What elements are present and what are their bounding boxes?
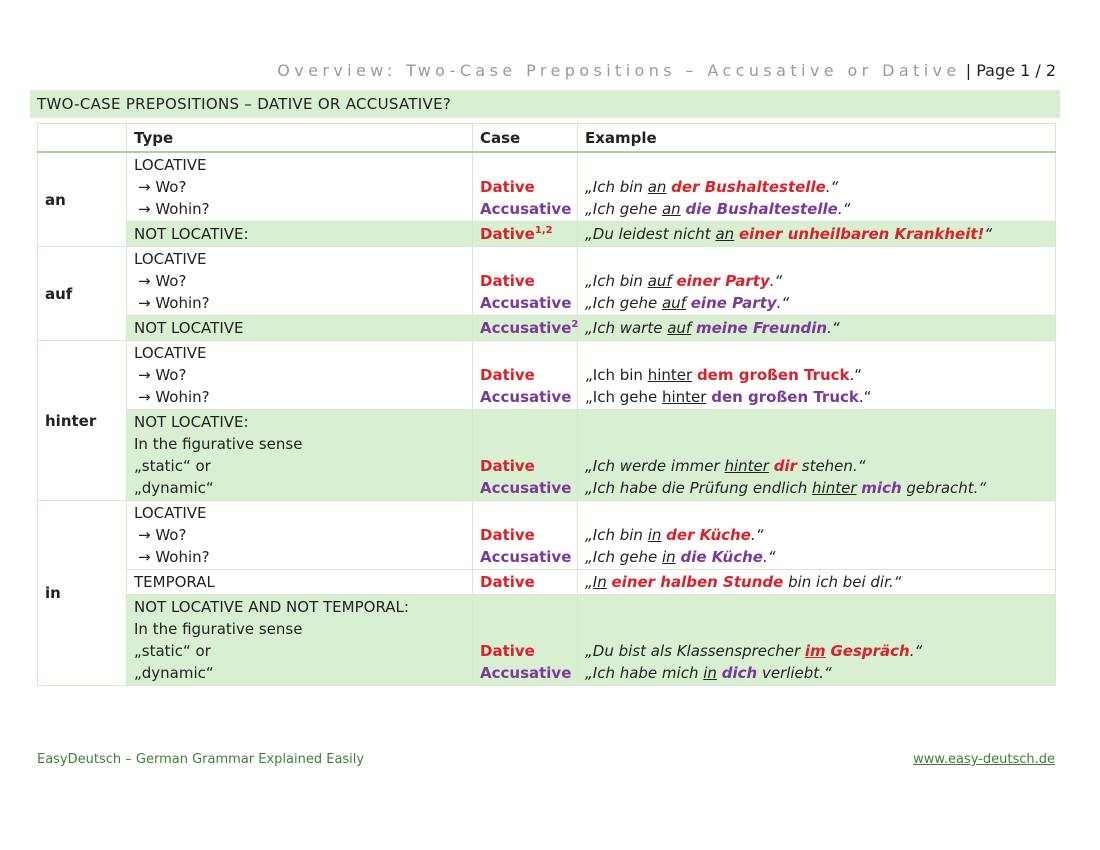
case-accusative: Accusative xyxy=(480,388,572,406)
footer-tagline: EasyDeutsch – German Grammar Explained Easily xyxy=(37,752,365,767)
case-accusative: Accusative xyxy=(480,664,572,682)
type-label: → Wo? xyxy=(138,366,187,384)
page-header xyxy=(277,61,1056,80)
type-label: In the figurative sense xyxy=(134,620,303,638)
type-label: → Wohin? xyxy=(138,548,210,566)
preposition-in: in xyxy=(38,501,127,686)
type-label: LOCATIVE xyxy=(134,156,207,174)
table-row xyxy=(38,570,1056,595)
example-sentence: „Ich warte auf meine Freundin.“ xyxy=(578,316,1056,341)
case-cell xyxy=(473,152,578,222)
header-separator: | xyxy=(965,61,972,80)
table-row xyxy=(38,222,1056,247)
example-sentence: „In einer halben Stunde bin ich bei dir.“ xyxy=(578,570,1056,595)
table-row xyxy=(38,341,1056,410)
type-label: → Wohin? xyxy=(138,200,210,218)
type-label: LOCATIVE xyxy=(134,250,207,268)
case-cell xyxy=(473,341,578,410)
type-label: „static“ or xyxy=(134,642,211,660)
preposition-an: an xyxy=(38,152,127,247)
type-label: → Wohin? xyxy=(138,388,210,406)
type-label: → Wo? xyxy=(138,178,187,196)
example-sentence: „Ich bin in der Küche.“ xyxy=(585,526,764,544)
case-dative: Dative xyxy=(480,366,535,384)
example-sentence: „Ich bin auf einer Party.“ xyxy=(585,272,783,290)
document-title: Overview: Two-Case Prepositions – Accusative or Dative xyxy=(277,61,961,80)
type-cell xyxy=(127,410,473,501)
header-case: Case xyxy=(473,124,578,153)
table-row xyxy=(38,410,1056,501)
type-cell xyxy=(127,247,473,316)
example-sentence: „Ich gehe hinter den großen Truck.“ xyxy=(585,388,872,406)
example-cell xyxy=(578,410,1056,501)
header-type: Type xyxy=(127,124,473,153)
case-cell xyxy=(473,595,578,686)
case-dative: Dative xyxy=(473,570,578,595)
example-sentence: „Ich gehe in die Küche.“ xyxy=(585,548,776,566)
type-cell xyxy=(127,152,473,222)
example-cell xyxy=(578,152,1056,222)
page-indicator: Page 1 / 2 xyxy=(976,61,1056,80)
example-sentence: „Ich habe die Prüfung endlich hinter mich gebracht.“ xyxy=(585,479,987,497)
type-label: „dynamic“ xyxy=(134,664,214,682)
example-cell xyxy=(578,341,1056,410)
table-row xyxy=(38,247,1056,316)
type-label: „dynamic“ xyxy=(134,479,214,497)
case-cell xyxy=(473,410,578,501)
example-cell xyxy=(578,595,1056,686)
type-label: NOT LOCATIVE xyxy=(127,316,473,341)
footer-website-link[interactable]: www.easy-deutsch.de xyxy=(913,752,1055,767)
case-cell xyxy=(473,501,578,570)
example-cell xyxy=(578,247,1056,316)
table-row xyxy=(38,595,1056,686)
example-sentence: „Ich gehe an die Bushaltestelle.“ xyxy=(585,200,851,218)
example-sentence: „Du bist als Klassensprecher im Gespräch.“ xyxy=(585,642,923,660)
example-sentence: „Du leidest nicht an einer unheilbaren Krankheit!“ xyxy=(578,222,1056,247)
case-cell: Dative$^{1,2}$ xyxy=(473,222,578,247)
type-cell xyxy=(127,501,473,570)
preposition-auf: auf xyxy=(38,247,127,341)
case-dative: Dative xyxy=(480,457,535,475)
table-row xyxy=(38,501,1056,570)
example-sentence: „Ich habe mich in dich verliebt.“ xyxy=(585,664,832,682)
prepositions-table xyxy=(37,123,1056,686)
type-label: → Wo? xyxy=(138,272,187,290)
example-cell xyxy=(578,501,1056,570)
table-row xyxy=(38,316,1056,341)
example-sentence: „Ich bin hinter dem großen Truck.“ xyxy=(585,366,863,384)
type-label: LOCATIVE xyxy=(134,344,207,362)
type-label: NOT LOCATIVE: xyxy=(127,222,473,247)
header-prep xyxy=(38,124,127,153)
table-row xyxy=(38,152,1056,222)
type-cell xyxy=(127,595,473,686)
type-label: → Wohin? xyxy=(138,294,210,312)
type-label: TEMPORAL xyxy=(127,570,473,595)
type-cell xyxy=(127,341,473,410)
type-label: „static“ or xyxy=(134,457,211,475)
example-sentence: „Ich gehe auf eine Party.“ xyxy=(585,294,790,312)
type-label: NOT LOCATIVE: xyxy=(134,413,249,431)
type-label: NOT LOCATIVE AND NOT TEMPORAL: xyxy=(134,598,409,616)
case-dative: Dative xyxy=(480,526,535,544)
case-dative: Dative xyxy=(480,178,535,196)
type-label: → Wo? xyxy=(138,526,187,544)
case-accusative: Accusative xyxy=(480,200,572,218)
example-sentence: „Ich bin an der Bushaltestelle.“ xyxy=(585,178,839,196)
case-accusative: Accusative xyxy=(480,479,572,497)
section-title: TWO-CASE PREPOSITIONS – DATIVE OR ACCUSATIVE? xyxy=(30,90,1060,118)
case-cell xyxy=(473,247,578,316)
case-accusative: Accusative xyxy=(480,548,572,566)
table-header-row xyxy=(38,124,1056,153)
example-sentence: „Ich werde immer hinter dir stehen.“ xyxy=(585,457,866,475)
header-example: Example xyxy=(578,124,1056,153)
case-cell: Accusative$^2$ xyxy=(473,316,578,341)
case-dative: Dative xyxy=(480,642,535,660)
type-label: LOCATIVE xyxy=(134,504,207,522)
case-accusative: Accusative xyxy=(480,294,572,312)
case-dative: Dative xyxy=(480,272,535,290)
type-label: In the figurative sense xyxy=(134,435,303,453)
preposition-hinter: hinter xyxy=(38,341,127,501)
